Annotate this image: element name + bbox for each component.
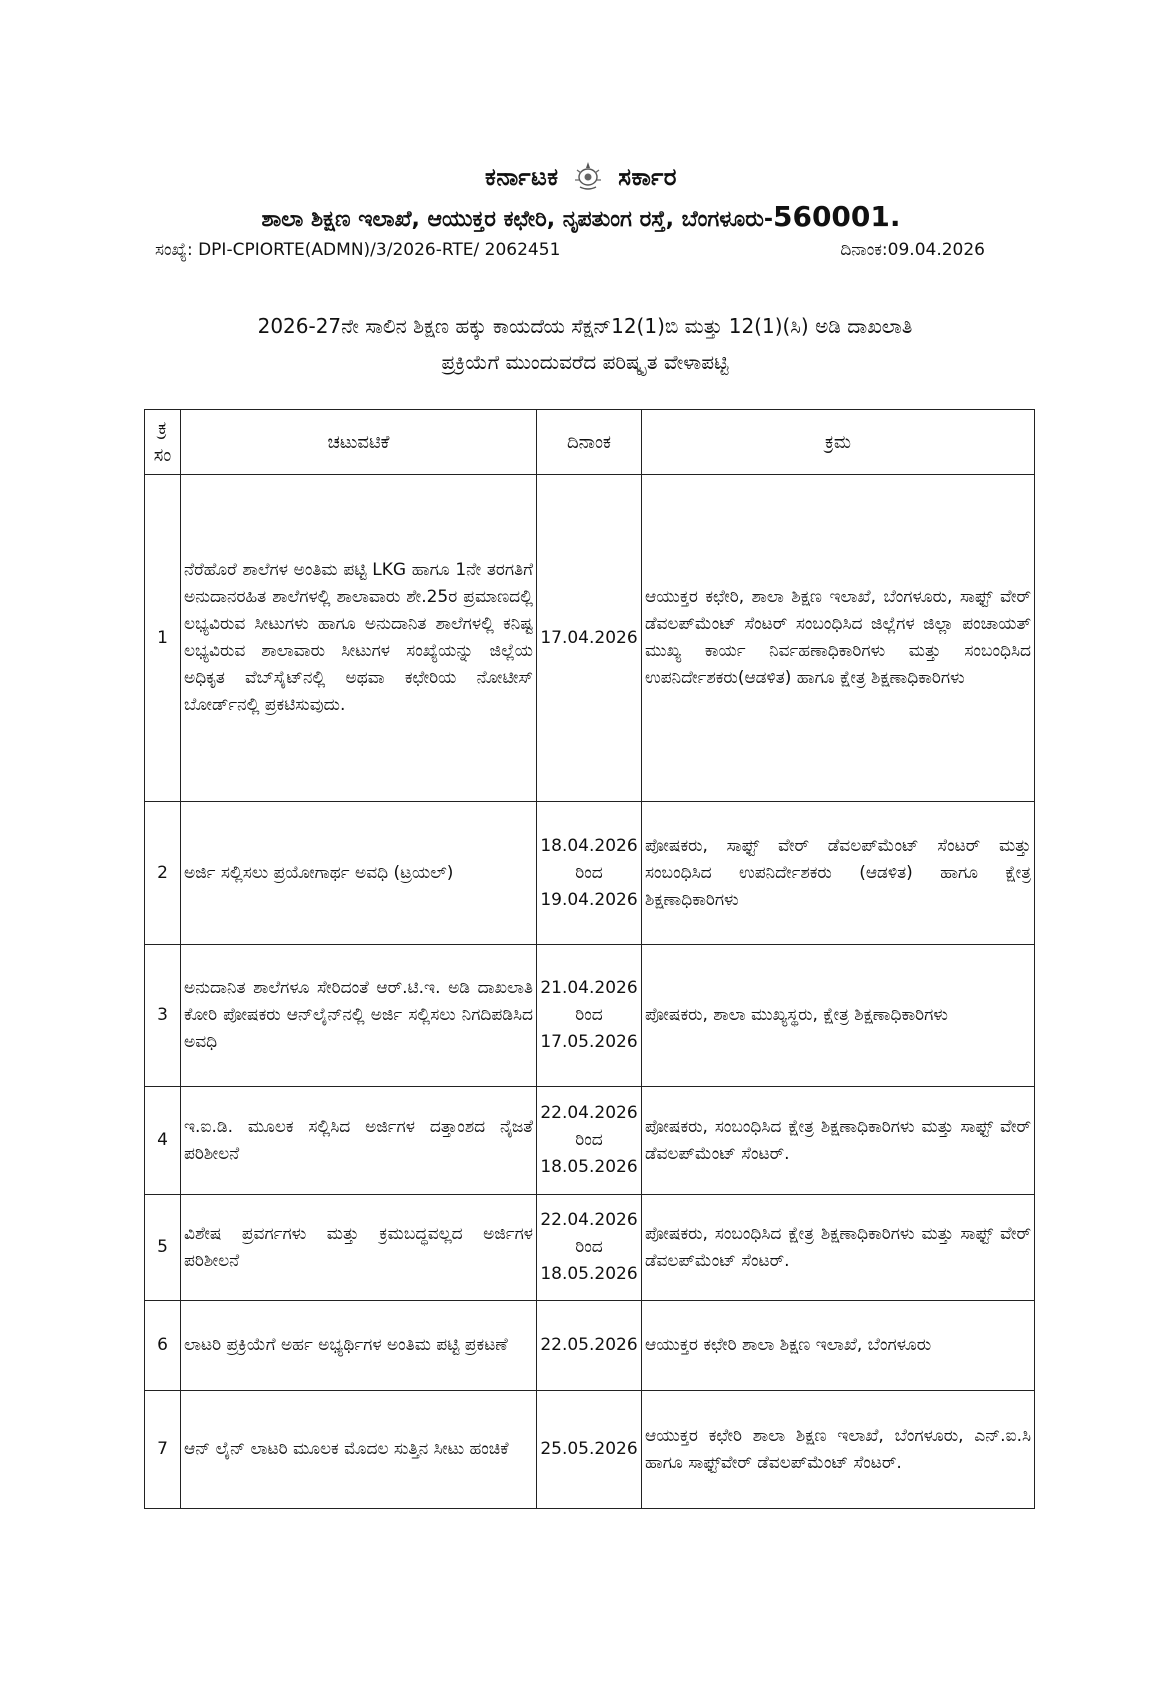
date-separator: ರಿಂದ: [575, 1130, 603, 1150]
reference-date: [840, 240, 985, 260]
row-activity: ಅರ್ಜಿ ಸಲ್ಲಿಸಲು ಪ್ರಯೋಗಾರ್ಥ ಅವಧಿ (ಟ್ರಯಲ್): [181, 802, 537, 945]
table-row: [145, 1301, 1035, 1391]
date-to: 19.04.2026: [540, 889, 638, 910]
row-date: [537, 1391, 642, 1509]
date-from: 22.04.2026: [540, 1103, 638, 1123]
header-date: ದಿನಾಂಕ: [537, 410, 642, 475]
row-activity: ಲಾಟರಿ ಪ್ರಕ್ರಿಯೆಗೆ ಅರ್ಹ ಅಭ್ಯರ್ಥಿಗಳ ಅಂತಿಮ ಪಟ್ಟಿ ಪ್ರಕಟಣೆ: [181, 1301, 537, 1391]
row-date: [537, 1301, 642, 1391]
government-name-left: ಕರ್ನಾಟಕ: [485, 163, 559, 191]
reference-number-value: DPI-CPIORTE(ADMN)/3/2026-RTE/ 2062451: [198, 240, 561, 260]
schedule-table: [144, 409, 1035, 1509]
row-activity: ಆನ್ ಲೈನ್ ಲಾಟರಿ ಮೂಲಕ ಮೊದಲ ಸುತ್ತಿನ ಸೀಟು ಹಂಚಿಕೆ: [181, 1391, 537, 1509]
row-number: 1: [145, 475, 181, 802]
reference-number-label: ಸಂಖ್ಯೆ:: [155, 240, 199, 260]
date-from: 17.04.2026: [540, 627, 638, 648]
date-to: 18.05.2026: [540, 1157, 638, 1177]
date-to: 18.05.2026: [540, 1264, 638, 1284]
row-responsible: ಪೋಷಕರು, ಶಾಲಾ ಮುಖ್ಯಸ್ಥರು, ಕ್ಷೇತ್ರ ಶಿಕ್ಷಣಾಧಿಕಾರಿಗಳು: [642, 945, 1035, 1087]
department-name: ಶಾಲಾ ಶಿಕ್ಷಣ ಇಲಾಖೆ, ಆಯುಕ್ತರ ಕಛೇರಿ, ನೃಪತುಂಗ ರಸ್ತೆ, ಬೆಂಗಳೂರು-: [261, 207, 773, 232]
row-responsible: ಆಯುಕ್ತರ ಕಛೇರಿ, ಶಾಲಾ ಶಿಕ್ಷಣ ಇಲಾಖೆ, ಬೆಂಗಳೂರು, ಸಾಫ್ಟ್ ವೇರ್ ಡೆವಲಪ್‌ಮೆಂಟ್ ಸೆಂಟರ್ ಸಂಬಂಧಿಸಿದ ಜಿಲ್ಲೆಗಳ ಜಿಲ್ಲಾ ಪಂಚಾಯತ್ ಮುಖ್ಯ ಕಾರ್ಯ ನಿರ್ವಹಣಾಧಿಕಾರಿಗಳು ಮತ್ತು ಸಂಬಂಧಿಸಿದ ಉಪನಿರ್ದೇಶಕರು(ಆಡಳಿತ) ಹಾಗೂ ಕ್ಷೇತ್ರ ಶಿಕ್ಷಣಾಧಿಕಾರಿಗಳು: [642, 475, 1035, 802]
row-date: [537, 475, 642, 802]
row-activity: ಅನುದಾನಿತ ಶಾಲೆಗಳೂ ಸೇರಿದಂತೆ ಆರ್.ಟಿ.ಇ. ಅಡಿ ದಾಖಲಾತಿ ಕೋರಿ ಪೋಷಕರು ಆನ್‌ಲೈನ್‌ನಲ್ಲಿ ಅರ್ಜಿ ಸಲ್ಲಿಸಲು ನಿಗದಿಪಡಿಸಿದ ಅವಧಿ: [181, 945, 537, 1087]
department-address: [0, 200, 1162, 233]
row-responsible: ಪೋಷಕರು, ಸಾಫ್ಟ್ ವೇರ್ ಡೆವಲಪ್‌ಮೆಂಟ್ ಸೆಂಟರ್ ಮತ್ತು ಸಂಬಂಧಿಸಿದ ಉಪನಿರ್ದೇಶಕರು (ಆಡಳಿತ) ಹಾಗೂ ಕ್ಷೇತ್ರ ಶಿಕ್ಷಣಾಧಿಕಾರಿಗಳು: [642, 802, 1035, 945]
subject-line-2: ಪ್ರಕ್ರಿಯೆಗೆ ಮುಂದುವರೆದ ಪರಿಷ್ಕೃತ ವೇಳಾಪಟ್ಟಿ: [441, 350, 729, 374]
karnataka-emblem-icon: [571, 158, 605, 198]
government-name-right: ಸರ್ಕಾರ: [618, 163, 677, 191]
row-number: 7: [145, 1391, 181, 1509]
row-date: [537, 1087, 642, 1195]
table-header-row: [145, 410, 1035, 475]
date-from: 21.04.2026: [540, 978, 638, 998]
reference-row: [155, 240, 985, 260]
table-row: [145, 802, 1035, 945]
subject-line-1: 2026-27ನೇ ಸಾಲಿನ ಶಿಕ್ಷಣ ಹಕ್ಕು ಕಾಯದೆಯ ಸೆಕ್ಷನ್12(1)ಬಿ ಮತ್ತು 12(1)(ಸಿ) ಅಡಿ ದಾಖಲಾತಿ: [257, 314, 913, 338]
table-row: [145, 945, 1035, 1087]
date-from: 22.04.2026: [540, 1210, 638, 1230]
row-activity: ನೆರೆಹೊರೆ ಶಾಲೆಗಳ ಅಂತಿಮ ಪಟ್ಟಿ LKG ಹಾಗೂ 1ನೇ ತರಗತಿಗೆ ಅನುದಾನರಹಿತ ಶಾಲೆಗಳಲ್ಲಿ ಶಾಲಾವಾರು ಶೇ.25ರ ಪ್ರಮಾಣದಲ್ಲಿ ಲಭ್ಯವಿರುವ ಸೀಟುಗಳು ಹಾಗೂ ಅನುದಾನಿತ ಶಾಲೆಗಳಲ್ಲಿ ಕನಿಷ್ಟ ಲಭ್ಯವಿರುವ ಶಾಲಾವಾರು ಸೀಟುಗಳ ಸಂಖ್ಯೆಯನ್ನು ಜಿಲ್ಲೆಯ ಅಧಿಕೃತ ವೆಬ್‌ಸೈಟ್‌ನಲ್ಲಿ ಅಥವಾ ಕಛೇರಿಯ ನೋಟೀಸ್ ಬೋರ್ಡ್‌ನಲ್ಲಿ ಪ್ರಕಟಿಸುವುದು.: [181, 475, 537, 802]
table-row: [145, 1087, 1035, 1195]
row-responsible: ಆಯುಕ್ತರ ಕಛೇರಿ ಶಾಲಾ ಶಿಕ್ಷಣ ಇಲಾಖೆ, ಬೆಂಗಳೂರು, ಎನ್.ಐ.ಸಿ ಹಾಗೂ ಸಾಫ್ಟ್‌ವೇರ್ ಡೆವಲಪ್‌ಮೆಂಟ್ ಸೆಂಟರ್.: [642, 1391, 1035, 1509]
row-responsible: ಆಯುಕ್ತರ ಕಛೇರಿ ಶಾಲಾ ಶಿಕ್ಷಣ ಇಲಾಖೆ, ಬೆಂಗಳೂರು: [642, 1301, 1035, 1391]
date-separator: ರಿಂದ: [575, 862, 603, 883]
row-responsible: ಪೋಷಕರು, ಸಂಬಂಧಿಸಿದ ಕ್ಷೇತ್ರ ಶಿಕ್ಷಣಾಧಿಕಾರಿಗಳು ಮತ್ತು ಸಾಫ್ಟ್ ವೇರ್ ಡೆವಲಪ್‌ಮೆಂಟ್ ಸೆಂಟರ್.: [642, 1087, 1035, 1195]
row-number: 3: [145, 945, 181, 1087]
date-to: 17.05.2026: [540, 1032, 638, 1052]
date-from: 22.05.2026: [540, 1335, 638, 1355]
date-from: 18.04.2026: [540, 835, 638, 856]
row-number: 5: [145, 1195, 181, 1301]
table-row: [145, 1195, 1035, 1301]
header-serial: ಕ್ರ ಸಂ: [145, 410, 181, 475]
row-activity: ಇ.ಐ.ಡಿ. ಮೂಲಕ ಸಲ್ಲಿಸಿದ ಅರ್ಜಿಗಳ ದತ್ತಾಂಶದ ನೈಜತೆ ಪರಿಶೀಲನೆ: [181, 1087, 537, 1195]
header-responsible: ಕ್ರಮ: [642, 410, 1035, 475]
department-pincode: 560001.: [772, 200, 901, 233]
table-row: [145, 475, 1035, 802]
row-date: [537, 945, 642, 1087]
row-number: 6: [145, 1301, 181, 1391]
date-separator: ರಿಂದ: [575, 1237, 603, 1257]
reference-date-value: 09.04.2026: [887, 240, 985, 260]
date-separator: ರಿಂದ: [575, 1005, 603, 1025]
reference-date-label: ದಿನಾಂಕ:: [840, 240, 888, 260]
row-date: [537, 1195, 642, 1301]
row-responsible: ಪೋಷಕರು, ಸಂಬಂಧಿಸಿದ ಕ್ಷೇತ್ರ ಶಿಕ್ಷಣಾಧಿಕಾರಿಗಳು ಮತ್ತು ಸಾಫ್ಟ್ ವೇರ್ ಡೆವಲಪ್‌ಮೆಂಟ್ ಸೆಂಟರ್.: [642, 1195, 1035, 1301]
reference-number: [155, 240, 560, 260]
row-number: 2: [145, 802, 181, 945]
row-activity: ವಿಶೇಷ ಪ್ರವರ್ಗಗಳು ಮತ್ತು ಕ್ರಮಬದ್ಧವಲ್ಲದ ಅರ್ಜಿಗಳ ಪರಿಶೀಲನೆ: [181, 1195, 537, 1301]
row-date: [537, 802, 642, 945]
subject-heading: [140, 308, 1030, 380]
row-number: 4: [145, 1087, 181, 1195]
date-from: 25.05.2026: [540, 1439, 638, 1459]
government-title: [0, 158, 1162, 198]
header-activity: ಚಟುವಟಿಕೆ: [181, 410, 537, 475]
table-row: [145, 1391, 1035, 1509]
